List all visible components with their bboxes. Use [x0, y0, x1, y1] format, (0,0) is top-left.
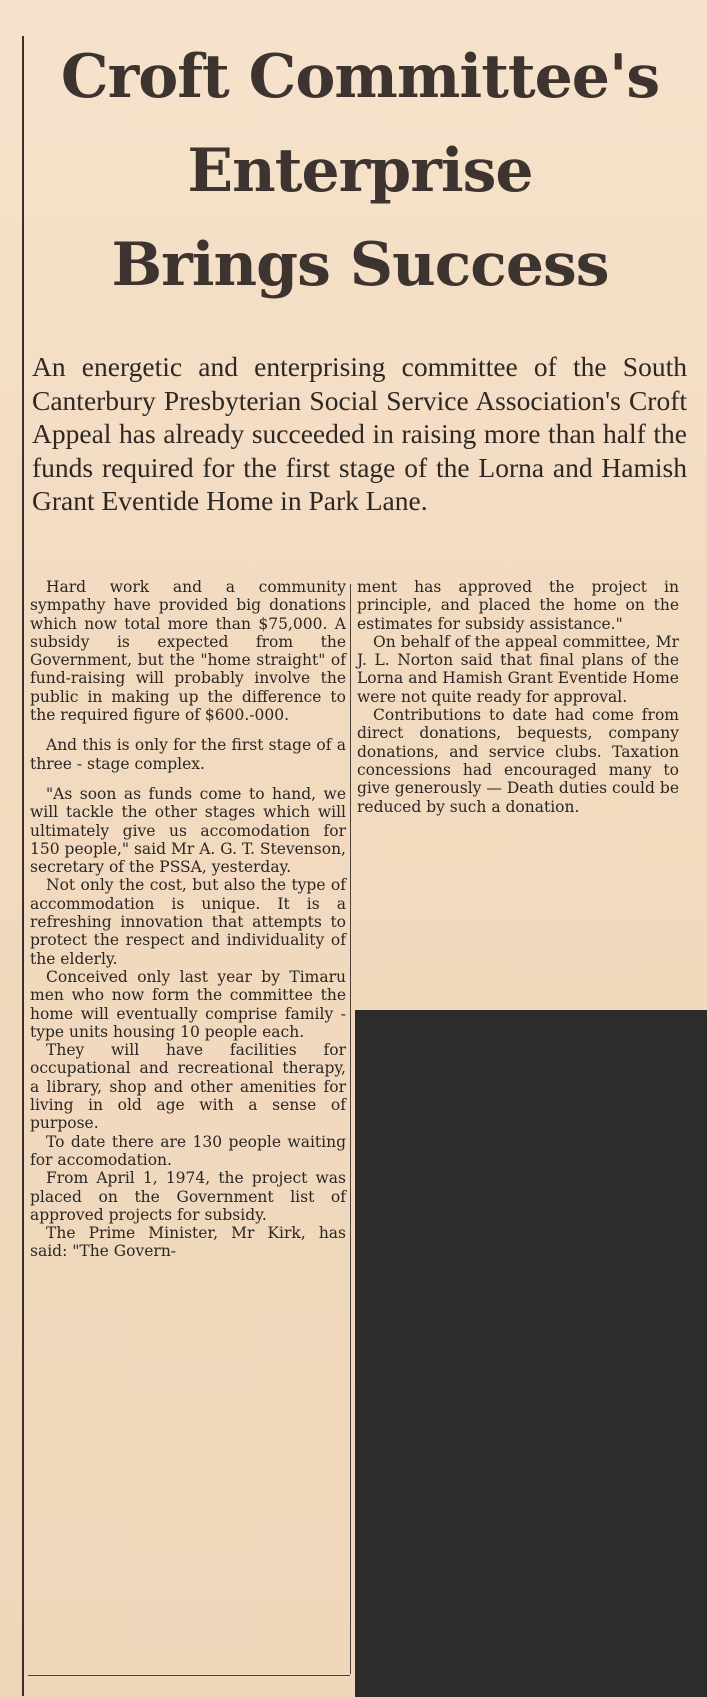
paragraph: The Prime Minister, Mr Kirk, has said: "The Govern- [30, 1224, 346, 1261]
paragraph: Not only the cost, but also the type of accommodation is unique. It is a refreshing innovation that attempts to protect the respect and individuality of the elderly. [30, 876, 346, 968]
article-column-left [30, 578, 346, 1261]
paragraph: And this is only for the first stage of a three - stage complex. [30, 736, 346, 773]
article-column-right [357, 578, 679, 816]
headline-line-1: Croft Committee's [60, 42, 660, 112]
column-rule-left [22, 36, 24, 1696]
headline-line-3: Brings Success [111, 230, 609, 300]
bottom-rule [28, 1675, 350, 1676]
intro-paragraph: An energetic and enterprising committee of the South Canterbury Presbyterian Social Service Association's Croft Appeal has already succeeded in raising more than half the funds required for the first stage of the Lorna and Hamish Grant Eventide Home in Park Lane. [32, 351, 687, 516]
paragraph: They will have facilities for occupational and recreational therapy, a library, shop and other amenities for living in old age with a sense of purpose. [30, 1041, 346, 1133]
paragraph: Contributions to date had come from direct donations, bequests, company donations, and service clubs. Taxation concessions had encouraged many to give generously — Death duties could be reduced by such a donation. [357, 706, 679, 816]
paragraph: ment has approved the project in principle, and placed the home on the estimates for subsidy assistance." [357, 578, 679, 633]
headline [30, 30, 690, 312]
column-divider [350, 584, 351, 1674]
headline-line-2: Enterprise [187, 136, 533, 206]
paragraph: To date there are 130 people waiting for accomodation. [30, 1132, 346, 1169]
paragraph: Conceived only last year by Timaru men who now form the committee the home will eventually comprise family - type units housing 10 people each. [30, 967, 346, 1041]
paragraph: Hard work and a community sympathy have provided big donations which now total more than $75,000. A subsidy is expected from the Government, but the "home straight" of fund-raising will probably involve the public in making up the difference to the required figure of $600.-000. [30, 578, 346, 725]
paragraph: "As soon as funds come to hand, we will tackle the other stages which will ultimately give us accomodation for 150 people," said Mr A. G. T. Stevenson, secretary of the PSSA, yesterday. [30, 784, 346, 877]
photograph [355, 1010, 707, 1697]
paragraph: On behalf of the appeal committee, Mr J. L. Norton said that final plans of the Lorna and Hamish Grant Eventide Home were not quite ready for approval. [357, 632, 679, 706]
paragraph: From April 1, 1974, the project was placed on the Government list of approved projects for subsidy. [30, 1169, 346, 1224]
